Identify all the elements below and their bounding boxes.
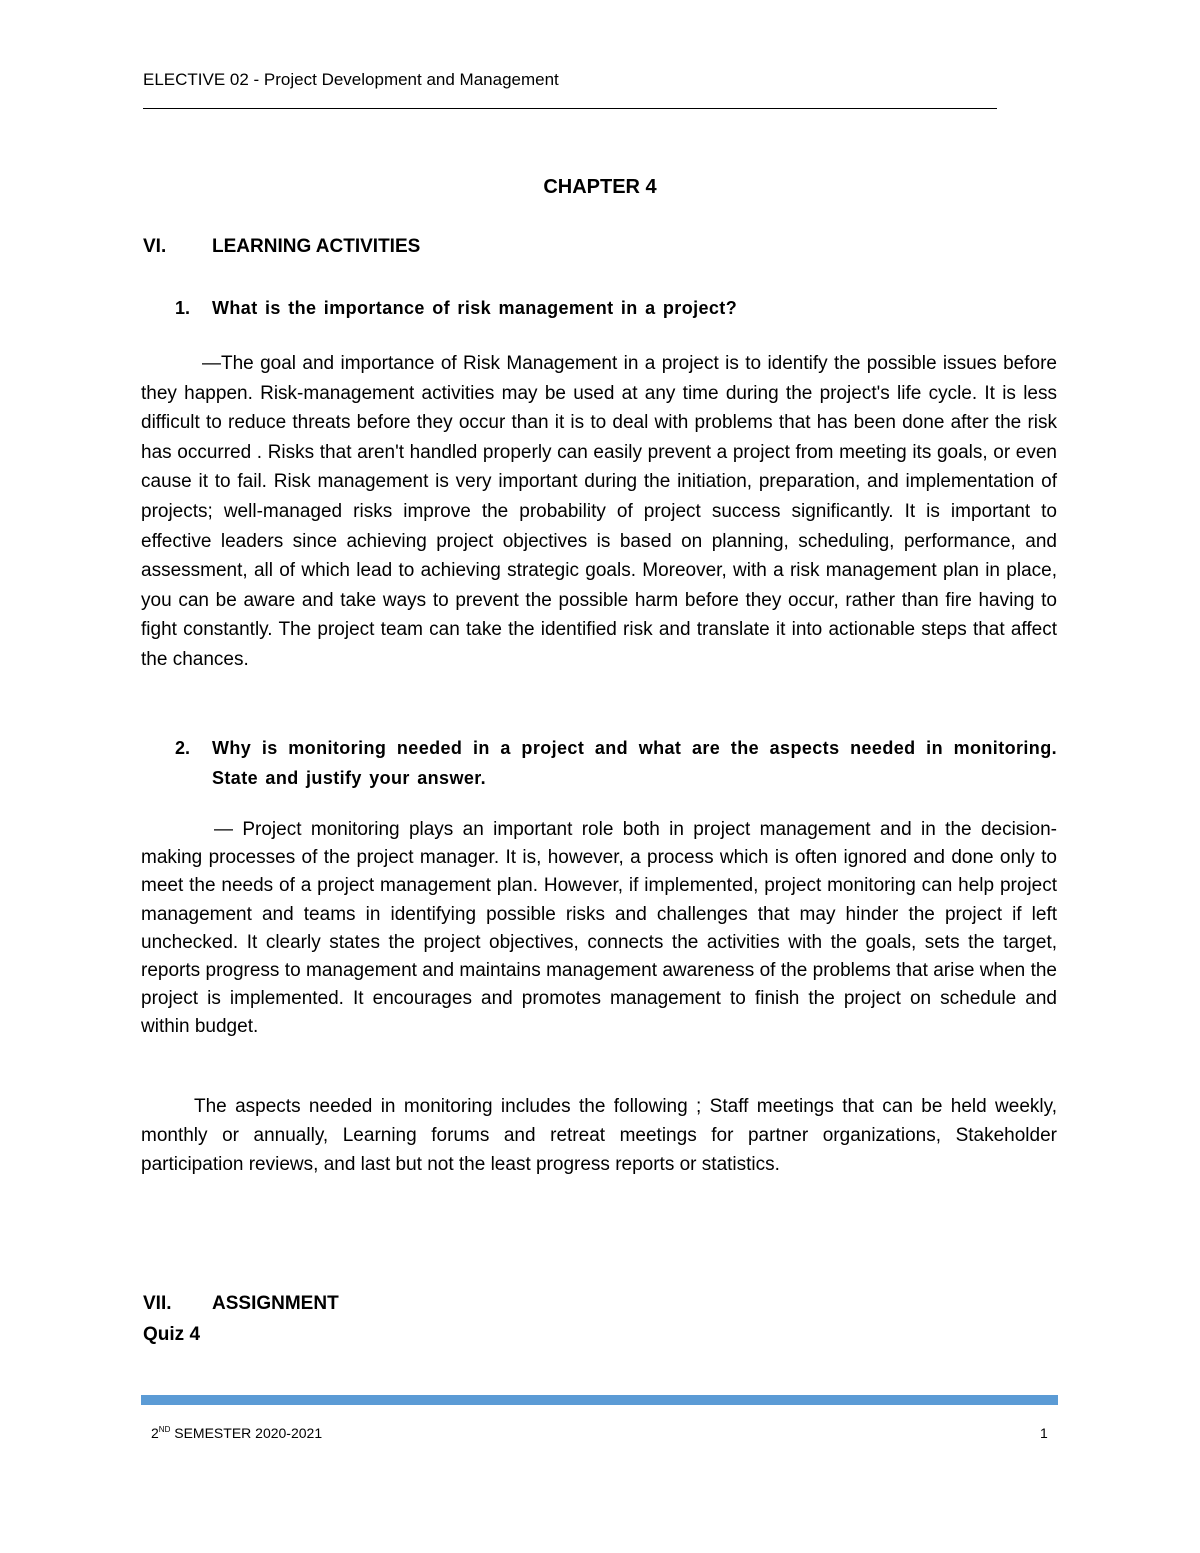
semester-prefix: 2: [151, 1425, 159, 1441]
section-title: ASSIGNMENT: [212, 1293, 339, 1314]
section-number: VII.: [143, 1293, 172, 1314]
page-number: 1: [1040, 1425, 1048, 1441]
answer-2-aspects-paragraph: The aspects needed in monitoring includes the following ; Staff meetings that can be held weekly, monthly or annually, Learning forums and retreat meetings for partner organizations, Stakeholder participation reviews, and last but not the least progress reports or statistics.: [141, 1096, 1057, 1175]
question-text: Why is monitoring needed in a project and what are the aspects needed in monitoring. State and justify your answer.: [212, 738, 1057, 788]
section-number: VI.: [143, 236, 167, 257]
footer-bar: [141, 1395, 1058, 1405]
semester-text: SEMESTER 2020-2021: [170, 1425, 323, 1441]
assignment-item: Quiz 4: [143, 1324, 201, 1345]
question-text: What is the importance of risk management in a project?: [212, 298, 738, 318]
answer-1-paragraph: —The goal and importance of Risk Management in a project is to identify the possible issues before they happen. Risk-management activities may be used at any time during the project's life cycle. It is less difficult to reduce threats before they occur than it is to deal with problems that has been done after the risk has occurred . Risks that aren't handled properly can easily prevent a project from meeting its goals, or even cause it to fail. Risk management is very important during the initiation, preparation, and implementation of projects; well-managed risks improve the probability of project success significantly. It is important to effective leaders since achieving project objectives is based on planning, scheduling, performance, and assessment, all of which lead to achieving strategic goals. Moreover, with a risk management plan in place, you can be aware and take ways to prevent the possible harm before they occur, rather than fire having to fight constantly. The project team can take the identified risk and translate it into actionable steps that affect the chances.: [141, 353, 1057, 670]
question-2: [175, 733, 1057, 793]
question-1: [175, 293, 1057, 323]
semester-superscript: ND: [158, 1425, 171, 1434]
question-number: 1.: [175, 298, 191, 318]
answer-2-paragraph: — Project monitoring plays an important role both in project management and in the decision-making processes of the project manager. It is, however, a process which is often ignored and done only to meet the needs of a project management plan. However, if implemented, project monitoring can help project management and teams in identifying possible risks and challenges that may hinder the project if left unchecked. It clearly states the project objectives, connects the activities with the goals, sets the target, reports progress to management and maintains management awareness of the problems that arise when the project is implemented. It encourages and promotes management to finish the project on schedule and within budget.: [141, 819, 1057, 1038]
section-heading-learning-activities: [143, 234, 420, 260]
section-title: LEARNING ACTIVITIES: [212, 236, 421, 257]
chapter-title: CHAPTER 4: [543, 176, 657, 198]
header-divider: [143, 108, 997, 109]
section-heading-assignment: [143, 1291, 339, 1317]
footer-semester: [151, 1423, 322, 1443]
document-header: ELECTIVE 02 - Project Development and Management: [143, 70, 559, 89]
question-number: 2.: [175, 738, 191, 758]
